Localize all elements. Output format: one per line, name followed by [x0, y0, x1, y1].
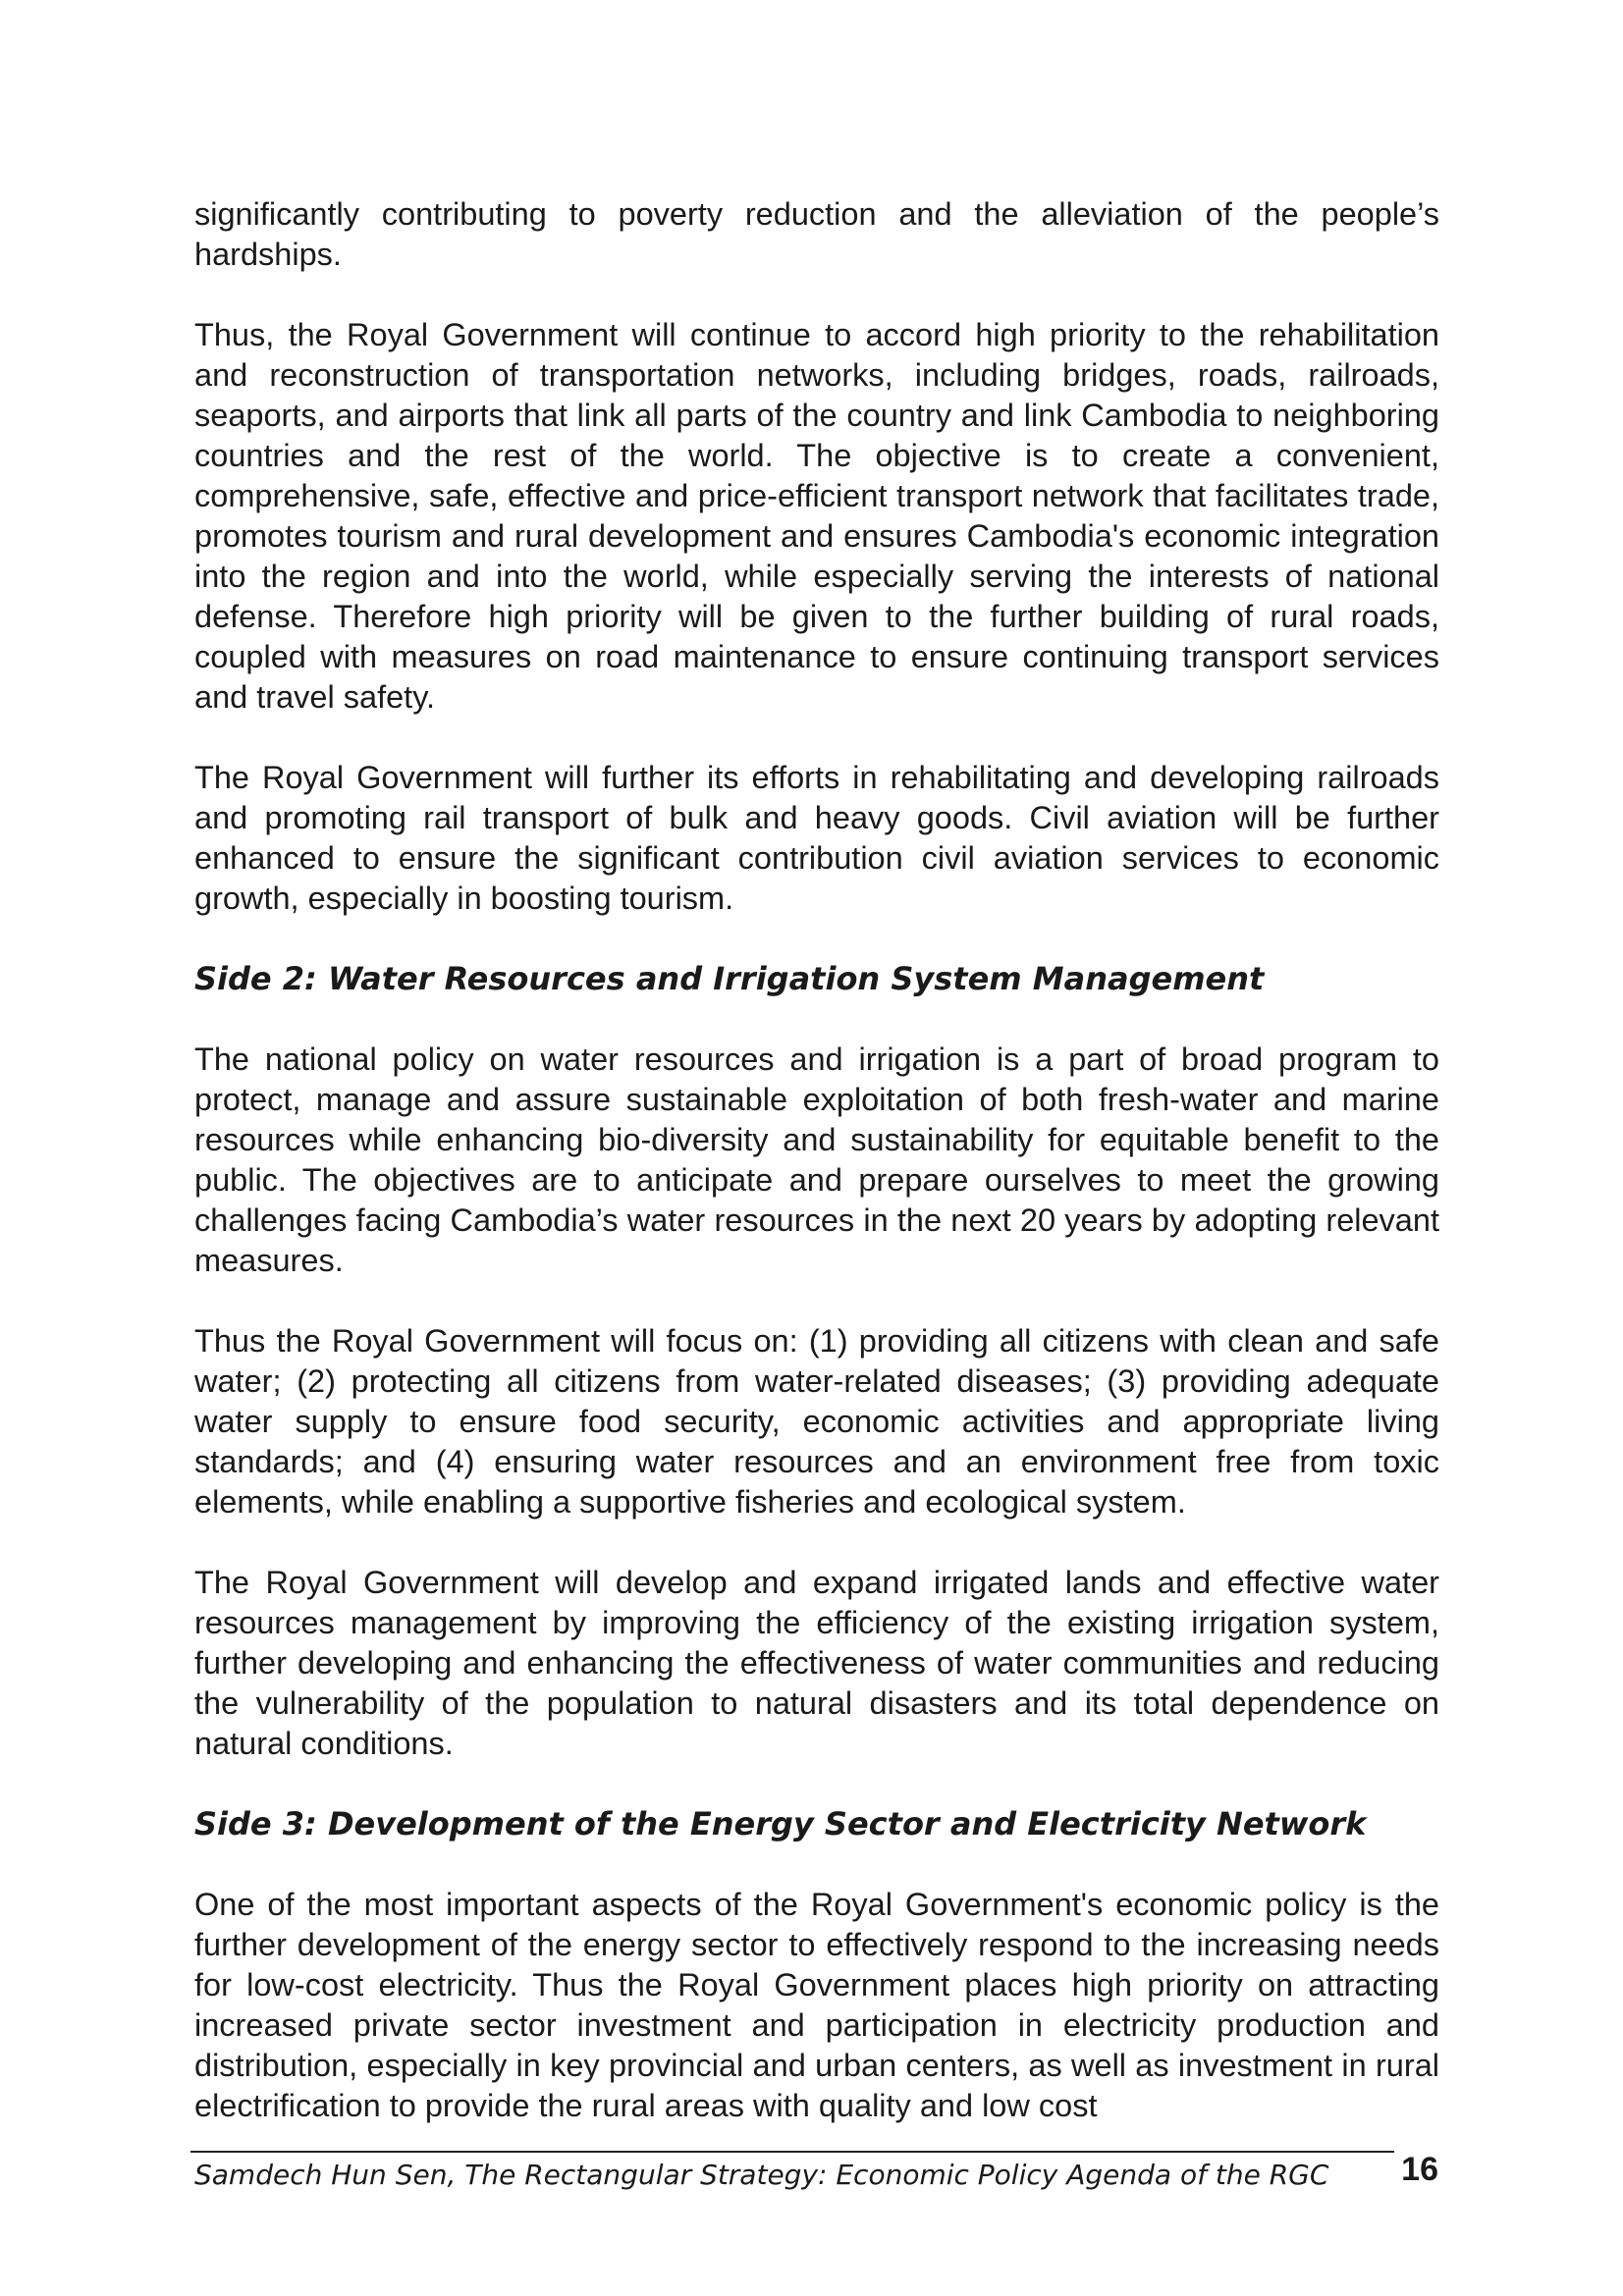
page-body: [194, 194, 1439, 2126]
page-number: 16: [1401, 2151, 1438, 2188]
footer-title: Samdech Hun Sen, The Rectangular Strategy: Economic Policy Agenda of the RGC: [194, 2159, 1329, 2191]
section-heading-side-3: Side 3: Development of the Energy Sector and Electricity Network: [194, 1805, 1367, 1842]
paragraph-irrigation: The Royal Government will develop and expand irrigated lands and effective water resources management by improving the efficiency of the existing irrigation system, further developing and enhancing the effectiveness of water communities and reducing the vulnerability of the population to natural disasters and its total dependence on natural conditions.: [194, 1565, 1439, 1761]
paragraph-railroads-aviation: The Royal Government will further its efforts in rehabilitating and developing railroads and promoting rail transport of bulk and heavy goods. Civil aviation will be further enhanced to ensure the significant contribution civil aviation services to economic growth, especially in boosting tourism.: [194, 760, 1439, 916]
paragraph-water-policy: The national policy on water resources and irrigation is a part of broad program to protect, manage and assure sustainable exploitation of both fresh-water and marine resources while enhancing bio-diversity and sustainability for equitable benefit to the public. The objectives are to anticipate and prepare ourselves to meet the growing challenges facing Cambodia’s water resources in the next 20 years by adopting relevant measures.: [194, 1041, 1439, 1278]
section-heading-side-2: Side 2: Water Resources and Irrigation System Management: [194, 960, 1265, 997]
paragraph-continuation: significantly contributing to poverty reduction and the alleviation of the people’s hardships.: [194, 196, 1439, 272]
footer-rule: [190, 2151, 1394, 2153]
paragraph-energy: One of the most important aspects of the Royal Government's economic policy is the further development of the energy sector to effectively respond to the increasing needs for low-cost electricity. Thus the Royal Government places high priority on attracting increased private sector investment and participation in electricity production and distribution, especially in key provincial and urban centers, as well as investment in rural electrification to provide the rural areas with quality and low cost: [194, 1887, 1439, 2123]
paragraph-water-focus: Thus the Royal Government will focus on: (1) providing all citizens with clean and safe water; (2) protecting all citizens from water-related diseases; (3) providing adequate water supply to ensure food security, economic activities and appropriate living standards; and (4) ensuring water resources and an environment free from toxic elements, while enabling a supportive fisheries and ecological system.: [194, 1323, 1439, 1520]
paragraph-transport-networks: Thus, the Royal Government will continue to accord high priority to the rehabilitation and reconstruction of transportation networks, including bridges, roads, railroads, seaports, and airports that link all parts of the country and link Cambodia to neighboring countries and the rest of the world. The objective is to create a convenient, comprehensive, safe, effective and price-efficient transport network that facilitates trade, promotes tourism and rural development and ensures Cambodia's economic integration into the region and into the world, while especially serving the interests of national defense. Therefore high priority will be given to the further building of rural roads, coupled with measures on road maintenance to ensure continuing transport services and travel safety.: [194, 317, 1439, 715]
